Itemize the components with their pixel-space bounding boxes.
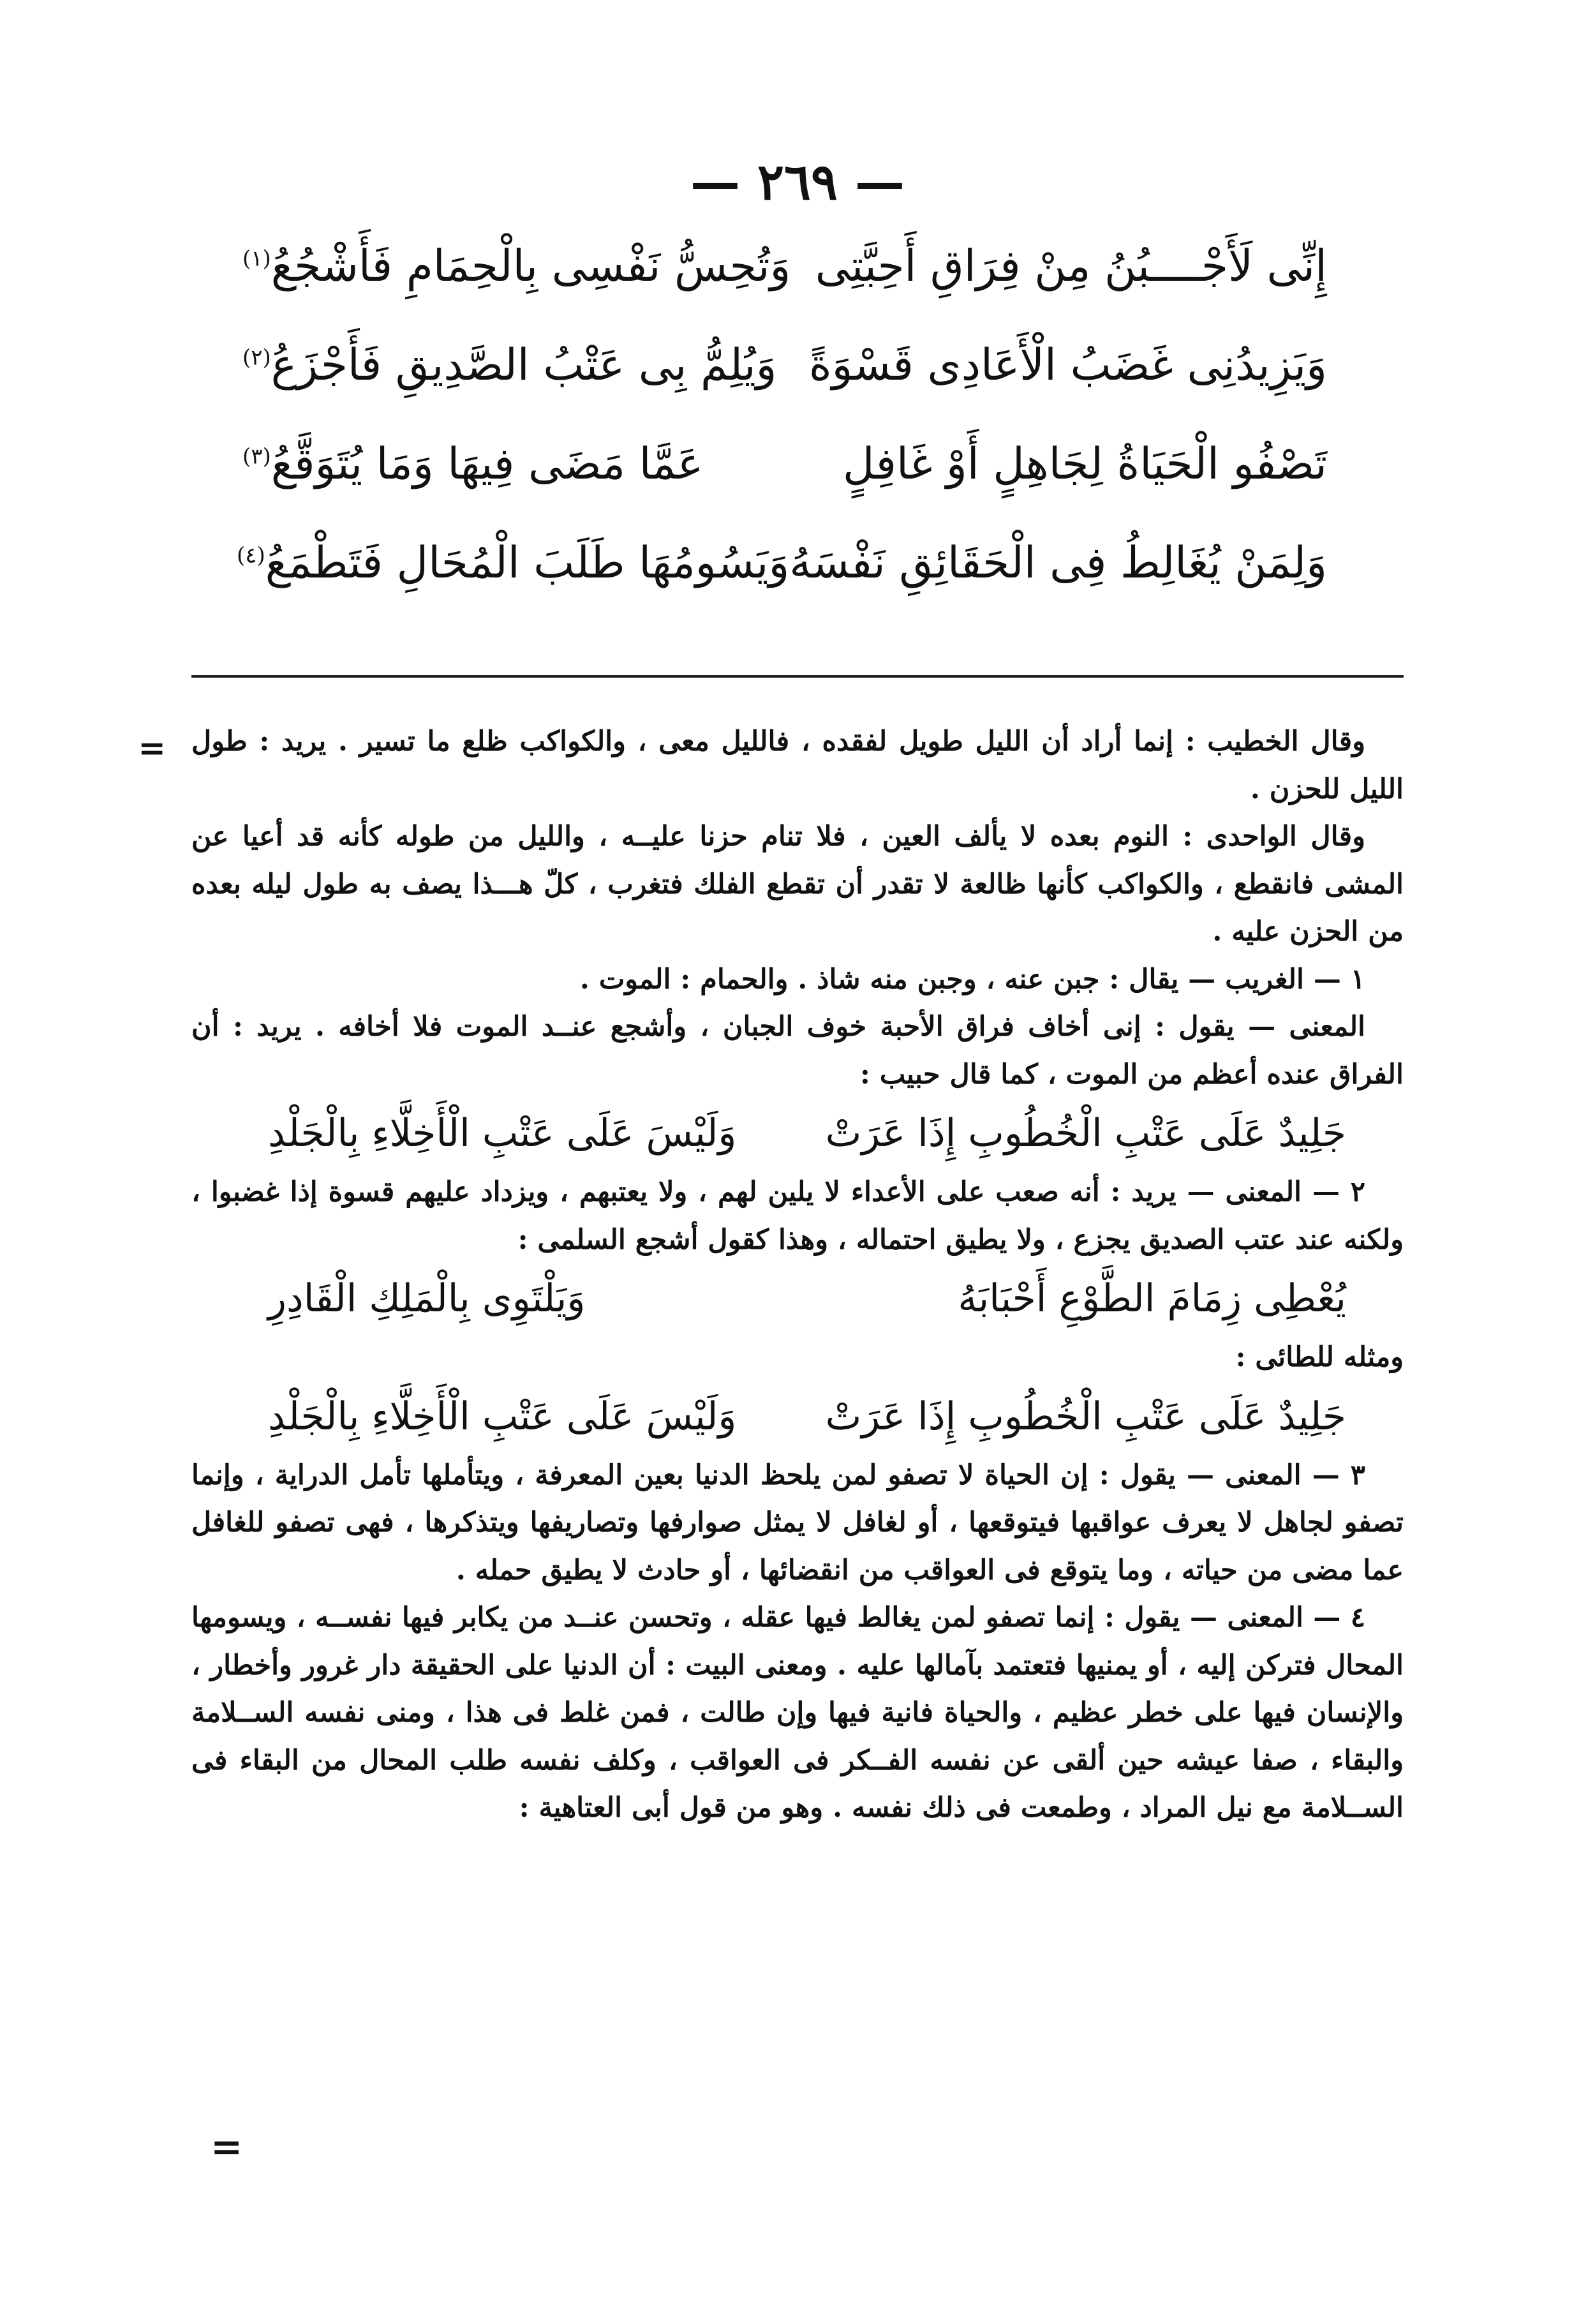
- quoted-verse-ashja: [191, 1263, 1404, 1334]
- continuation-mark: =: [138, 729, 166, 768]
- verse-2-first-hemistich: وَيَزِيدُنِى غَضَبُ الْأَعَادِى قَسْوَةً: [808, 340, 1327, 391]
- verse-1-second-hemistich: [242, 241, 790, 292]
- verse-2-second-hemistich: [242, 340, 777, 391]
- quoted-verse-habib-first: جَلِيدٌ عَلَى عَتْبِ الْخُطُوبِ إِذَا عَرَتْ: [825, 1111, 1346, 1156]
- note-4-meaning: ٤ — المعنى — يقول : إنما تصفو لمن يغالط فيها عقله ، وتحسن عنــد من يكابر فيها نفســه ، ويسومها المحال فتركن إليه ، أو يمنيها فتعتمد بآمالها عليه . ومعنى البيت : أن الدنيا على الحقيقة دار غرور وأخطار ، والإنسان فيها على خطر عظيم ، والحياة فانية فيها وإن طالت ، فمن غلط فى هذا ، ومنى نفسه الســلامة والبقاء ، صفا عيشه حين ألقى عن نفسه الفــكر فى العواقب ، وكلف نفسه طلب المحال من البقاء فى الســلامة مع نيل المراد ، وطمعت فى ذلك نفسه . وهو من قول أبى العتاهية :: [191, 1602, 1404, 1824]
- quoted-verse-habib: [191, 1098, 1404, 1168]
- verse-line-2: [242, 329, 1327, 402]
- footnote-marker-4: (٤): [236, 542, 265, 569]
- verse-3-first-hemistich: تَصْفُو الْحَيَاةُ لِجَاهِلٍ أَوْ غَافِلٍ: [843, 439, 1327, 489]
- page-end-mark: =: [211, 2125, 243, 2170]
- commentary-khatib: وقال الخطيب : إنما أراد أن الليل طويل لفقده ، فالليل معى ، والكواكب ظلع ما تسير . يريد : طول الليل للحزن .: [191, 726, 1404, 805]
- verse-line-3: [242, 428, 1327, 501]
- footnote-marker-3: (٣): [242, 443, 271, 470]
- commentary-wahidi: وقال الواحدى : النوم بعده لا يألف العين ، فلا تنام حزنا عليــه ، والليل من طوله كأنه قد أعيا عن المشى فانقطع ، والكواكب كأنها ظالعة لا تقدر أن تقطع الفلك فتغرب ، كلّ هـــذا يصف به طول ليله بعده من الحزن عليه .: [191, 821, 1404, 948]
- footnote-marker-1: (١): [242, 246, 271, 272]
- verse-2-second-text: وَيُلِمُّ بِى عَتْبُ الصَّدِيقِ فَأَجْزَعُ: [271, 340, 777, 391]
- verse-4-second-text: وَيَسُومُهَا طَلَبَ الْمُحَالِ فَتَطْمَعُ: [265, 538, 790, 588]
- verse-3-second-text: عَمَّا مَضَى فِيهَا وَمَا يُتَوَقَّعُ: [271, 439, 704, 489]
- note-2-taai-intro: ومثله للطائى :: [1235, 1341, 1404, 1373]
- quoted-verse-ashja-first: يُعْطِى زِمَامَ الطَّوْعِ أَحْبَابَهُ: [958, 1276, 1346, 1321]
- note-3-meaning: ٣ — المعنى — يقول : إن الحياة لا تصفو لمن يلحظ الدنيا بعين المعرفة ، ويتأملها تأمل الدراية ، وإنما تصفو لجاهل لا يعرف عواقبها فيتوقعها ، أو لغافل لا يمثل صوارفها وتصاريفها ويتذكرها ، فهى تصفو للغافل عما مضى من حياته ، وما يتوقع فى العواقب من انقضائها ، أو حادث لا يطيق حمله .: [191, 1459, 1404, 1586]
- commentary-block: [191, 718, 1404, 1832]
- quoted-verse-taai-second: وَلَيْسَ عَلَى عَتْبِ الْأَخِلَّاءِ بِالْجَلْدِ: [268, 1394, 737, 1439]
- verse-1-first-hemistich: إِنِّى لَأَجْــــبُنُ مِنْ فِرَاقِ أَحِبَّتِى: [815, 241, 1327, 292]
- separator-rule: [191, 675, 1404, 678]
- verse-line-1: [242, 230, 1327, 303]
- verse-3-second-hemistich: [242, 439, 703, 489]
- verse-1-second-text: وَتُحِسُّ نَفْسِى بِالْحِمَامِ فَأَشْجُعُ: [271, 241, 791, 292]
- verse-line-4: [236, 526, 1327, 600]
- note-1-meaning: المعنى — يقول : إنى أخاف فراق الأحبة خوف الجبان ، وأشجع عنــد الموت فلا أخافه . يريد : أن الفراق عنده أعظم من الموت ، كما قال حبيب :: [191, 1011, 1404, 1091]
- note-2-meaning: ٢ — المعنى — يريد : أنه صعب على الأعداء لا يلين لهم ، ولا يعتبهم ، ويزداد عليهم قسوة إذا غضبوا ، ولكنه عند عتب الصديق يجزع ، ولا يطيق احتماله ، وهذا كقول أشجع السلمى :: [191, 1176, 1404, 1256]
- note-1-vocabulary: ١ — الغريب — يقال : جبن عنه ، وجبن منه شاذ . والحمام : الموت .: [579, 963, 1365, 995]
- quoted-verse-ashja-second: وَيَلْتَوِى بِالْمَلِكِ الْقَادِرِ: [268, 1276, 586, 1321]
- quoted-verse-taai: [191, 1382, 1404, 1452]
- page-number: — ٢٦٩ —: [690, 153, 905, 211]
- quoted-verse-taai-first: جَلِيدٌ عَلَى عَتْبِ الْخُطُوبِ إِذَا عَرَتْ: [825, 1394, 1346, 1439]
- verse-4-second-hemistich: [237, 538, 789, 588]
- verse-4-first-hemistich: وَلِمَنْ يُغَالِطُ فِى الْحَقَائِقِ نَفْسَهُ: [789, 538, 1327, 588]
- quoted-verse-habib-second: وَلَيْسَ عَلَى عَتْبِ الْأَخِلَّاءِ بِالْجَلْدِ: [268, 1111, 737, 1156]
- footnote-marker-2: (٢): [242, 345, 271, 371]
